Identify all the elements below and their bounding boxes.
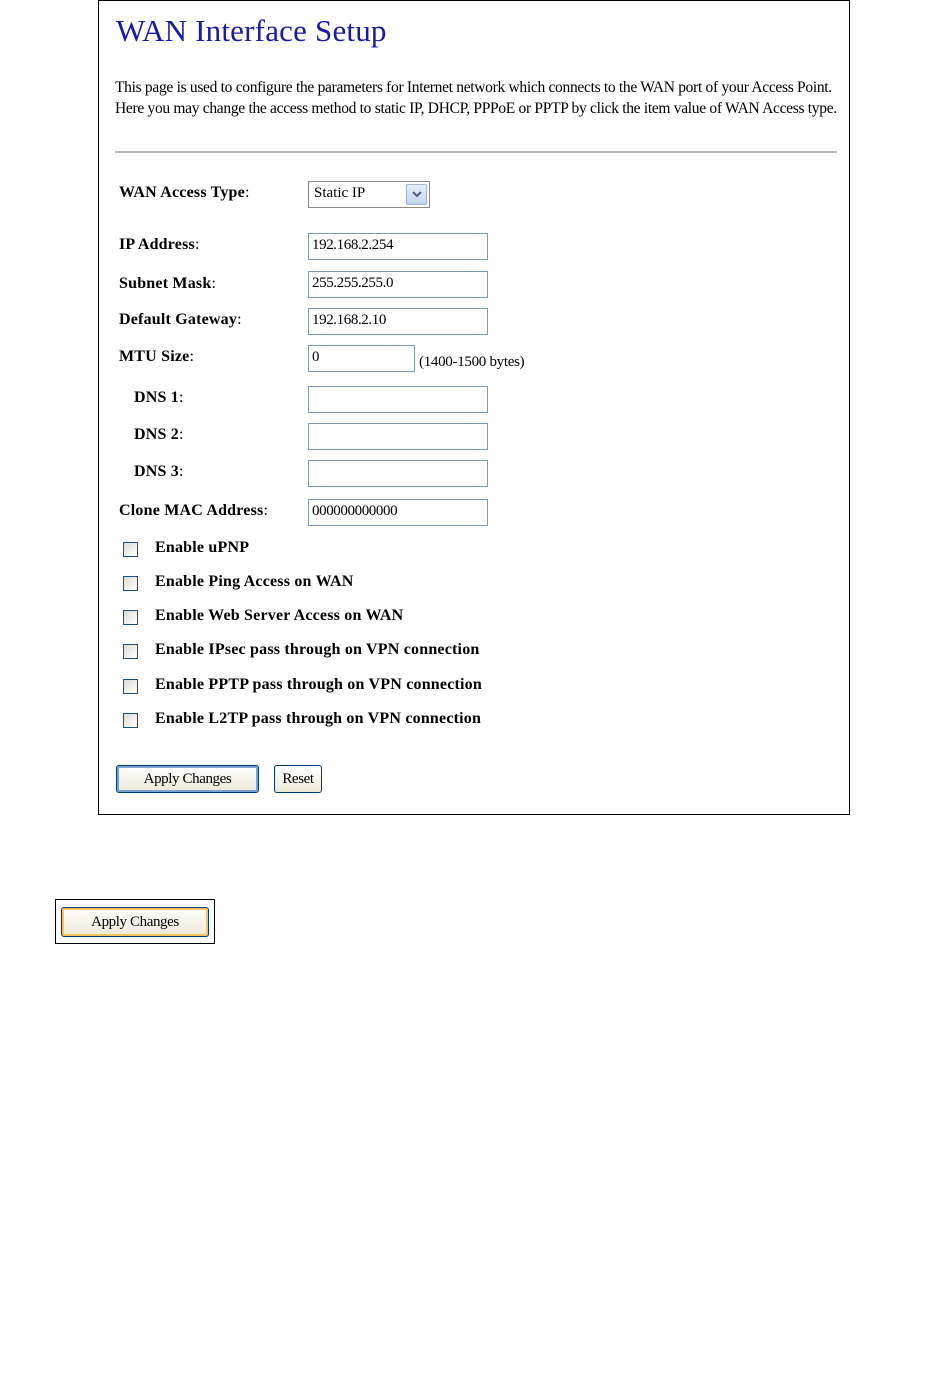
apply-changes-button-callout[interactable]: Apply Changes [61, 907, 209, 937]
wan-access-type-label: WAN Access Type: [119, 184, 250, 201]
pptp-passthrough-checkbox-label: Enable PPTP pass through on VPN connection [155, 676, 482, 693]
subnet-mask-label: Subnet Mask: [119, 275, 217, 292]
page-description: This page is used to configure the parameters for Internet network which connects to the WAN port of your Access Point. Here you may change the access method to static IP, DHCP, PPPoE or PPTP by click the item value of WAN Access type. [115, 79, 837, 117]
wan-access-type-value: Static IP [314, 185, 366, 201]
dns1-input[interactable] [308, 386, 488, 413]
ip-address-input[interactable]: 192.168.2.254 [308, 233, 488, 260]
ping-access-checkbox-label: Enable Ping Access on WAN [155, 573, 354, 590]
web-server-access-checkbox-label: Enable Web Server Access on WAN [155, 607, 404, 624]
web-server-access-checkbox[interactable] [123, 610, 138, 625]
divider [115, 151, 837, 153]
pptp-passthrough-checkbox[interactable] [123, 679, 138, 694]
dns2-label: DNS 2: [134, 426, 184, 443]
apply-changes-button[interactable]: Apply Changes [116, 765, 259, 793]
mtu-size-hint: (1400-1500 bytes) [419, 354, 525, 370]
clone-mac-label: Clone MAC Address: [119, 502, 269, 519]
dns3-input[interactable] [308, 460, 488, 487]
ip-address-label: IP Address: [119, 236, 200, 253]
dns3-label: DNS 3: [134, 463, 184, 480]
dns1-label: DNS 1: [134, 389, 184, 406]
reset-button[interactable]: Reset [274, 765, 322, 793]
ping-access-checkbox[interactable] [123, 576, 138, 591]
dns2-input[interactable] [308, 423, 488, 450]
subnet-mask-input[interactable]: 255.255.255.0 [308, 271, 488, 298]
mtu-size-label: MTU Size: [119, 348, 195, 365]
ipsec-passthrough-checkbox[interactable] [123, 644, 138, 659]
apply-button-callout [55, 899, 215, 944]
clone-mac-input[interactable]: 000000000000 [308, 499, 488, 526]
ipsec-passthrough-checkbox-label: Enable IPsec pass through on VPN connection [155, 641, 480, 658]
page-title: WAN Interface Setup [116, 13, 387, 48]
chevron-down-icon[interactable] [406, 184, 427, 205]
mtu-size-input[interactable]: 0 [308, 345, 415, 372]
default-gateway-label: Default Gateway: [119, 311, 242, 328]
upnp-checkbox[interactable] [123, 542, 138, 557]
l2tp-passthrough-checkbox-label: Enable L2TP pass through on VPN connection [155, 710, 482, 727]
upnp-checkbox-label: Enable uPNP [155, 539, 250, 556]
wan-access-type-select[interactable] [308, 181, 430, 208]
l2tp-passthrough-checkbox[interactable] [123, 713, 138, 728]
wan-setup-panel [98, 0, 850, 815]
default-gateway-input[interactable]: 192.168.2.10 [308, 308, 488, 335]
